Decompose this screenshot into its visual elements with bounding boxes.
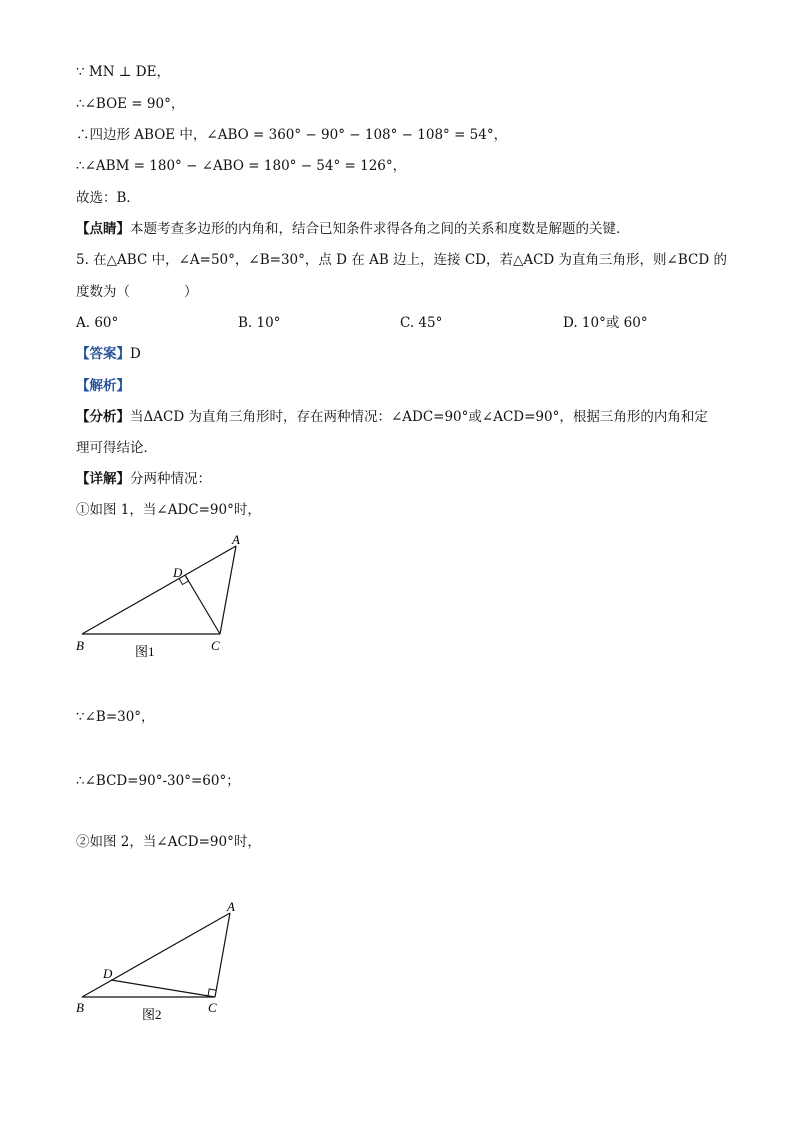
fenxi-line-2: 理可得结论． [76,440,157,456]
fig2-label-c: C [208,1000,217,1015]
answer-line [76,344,141,364]
solution-line-2: ∴∠BOE = 90°， [76,96,185,112]
analysis-tag: 【解析】 [76,378,130,394]
fig2-segment-cd [111,980,215,997]
fig2-label-a: A [227,899,235,914]
therefore-line: ∴∠BCD=90°-30°=60°； [76,773,240,789]
option-a: A. 60° [76,315,119,331]
because-line: ∵∠B=30°， [76,709,155,725]
fenxi-text: 当ΔACD 为直角三角形时，存在两种情况：∠ADC=90°或∠ACD=90°，根据三角形的内角和定 [130,409,708,425]
fenxi-line-1 [76,407,708,427]
solution-line-1: ∵ MN ⊥ DE， [76,64,170,80]
fig1-label-d: D [173,565,183,580]
detail-line [76,469,211,489]
fig1-caption: 图1 [135,644,155,659]
fig2-side-ac [215,913,230,997]
fig1-segment-cd [185,575,220,634]
answer-tag: 【答案】 [76,346,130,362]
detail-tag: 【详解】 [76,471,130,487]
fig1-label-a: A [232,532,240,547]
option-c: C. 45° [400,315,443,331]
figure-2 [70,895,270,1025]
solution-line-3: ∴四边形 ABOE 中，∠ABO = 360° − 90° − 108° − 108° = 54°， [76,127,508,143]
fig1-side-ac [220,546,236,634]
option-b: B. 10° [238,315,281,331]
solution-line-4: ∴∠ABM = 180° − ∠ABO = 180° − 54° = 126°， [76,158,407,174]
detail-text: 分两种情况： [130,471,211,487]
case-2-line: ②如图 2，当∠ACD=90°时， [76,834,261,850]
fenxi-tag: 【分析】 [76,409,130,425]
fig2-caption: 图2 [142,1007,162,1022]
fig1-label-c: C [211,638,220,653]
fig2-label-d: D [103,966,113,981]
comment-tag: 【点睛】 [76,221,130,237]
question-stem-line-2: 度数为（ ） [76,284,198,300]
comment-text: 本题考查多边形的内角和，结合已知条件求得各角之间的关系和度数是解题的关键． [130,221,630,237]
fig2-side-ba [82,913,230,997]
question-stem-line-1: 5. 在△ABC 中，∠A=50°，∠B=30°，点 D 在 AB 边上，连接 CD，若△ACD 为直角三角形，则∠BCD 的 [76,252,727,268]
option-d: D. 10°或 60° [563,315,648,331]
fig2-label-b: B [76,1000,84,1015]
figure-1 [70,532,270,662]
solution-choice: 故选：B． [76,190,140,206]
fig1-side-ba [82,546,236,634]
case-1-line: ①如图 1，当∠ADC=90°时， [76,502,261,518]
answer-value: D [130,346,141,362]
fig1-label-b: B [76,638,84,653]
comment-line [76,219,630,239]
